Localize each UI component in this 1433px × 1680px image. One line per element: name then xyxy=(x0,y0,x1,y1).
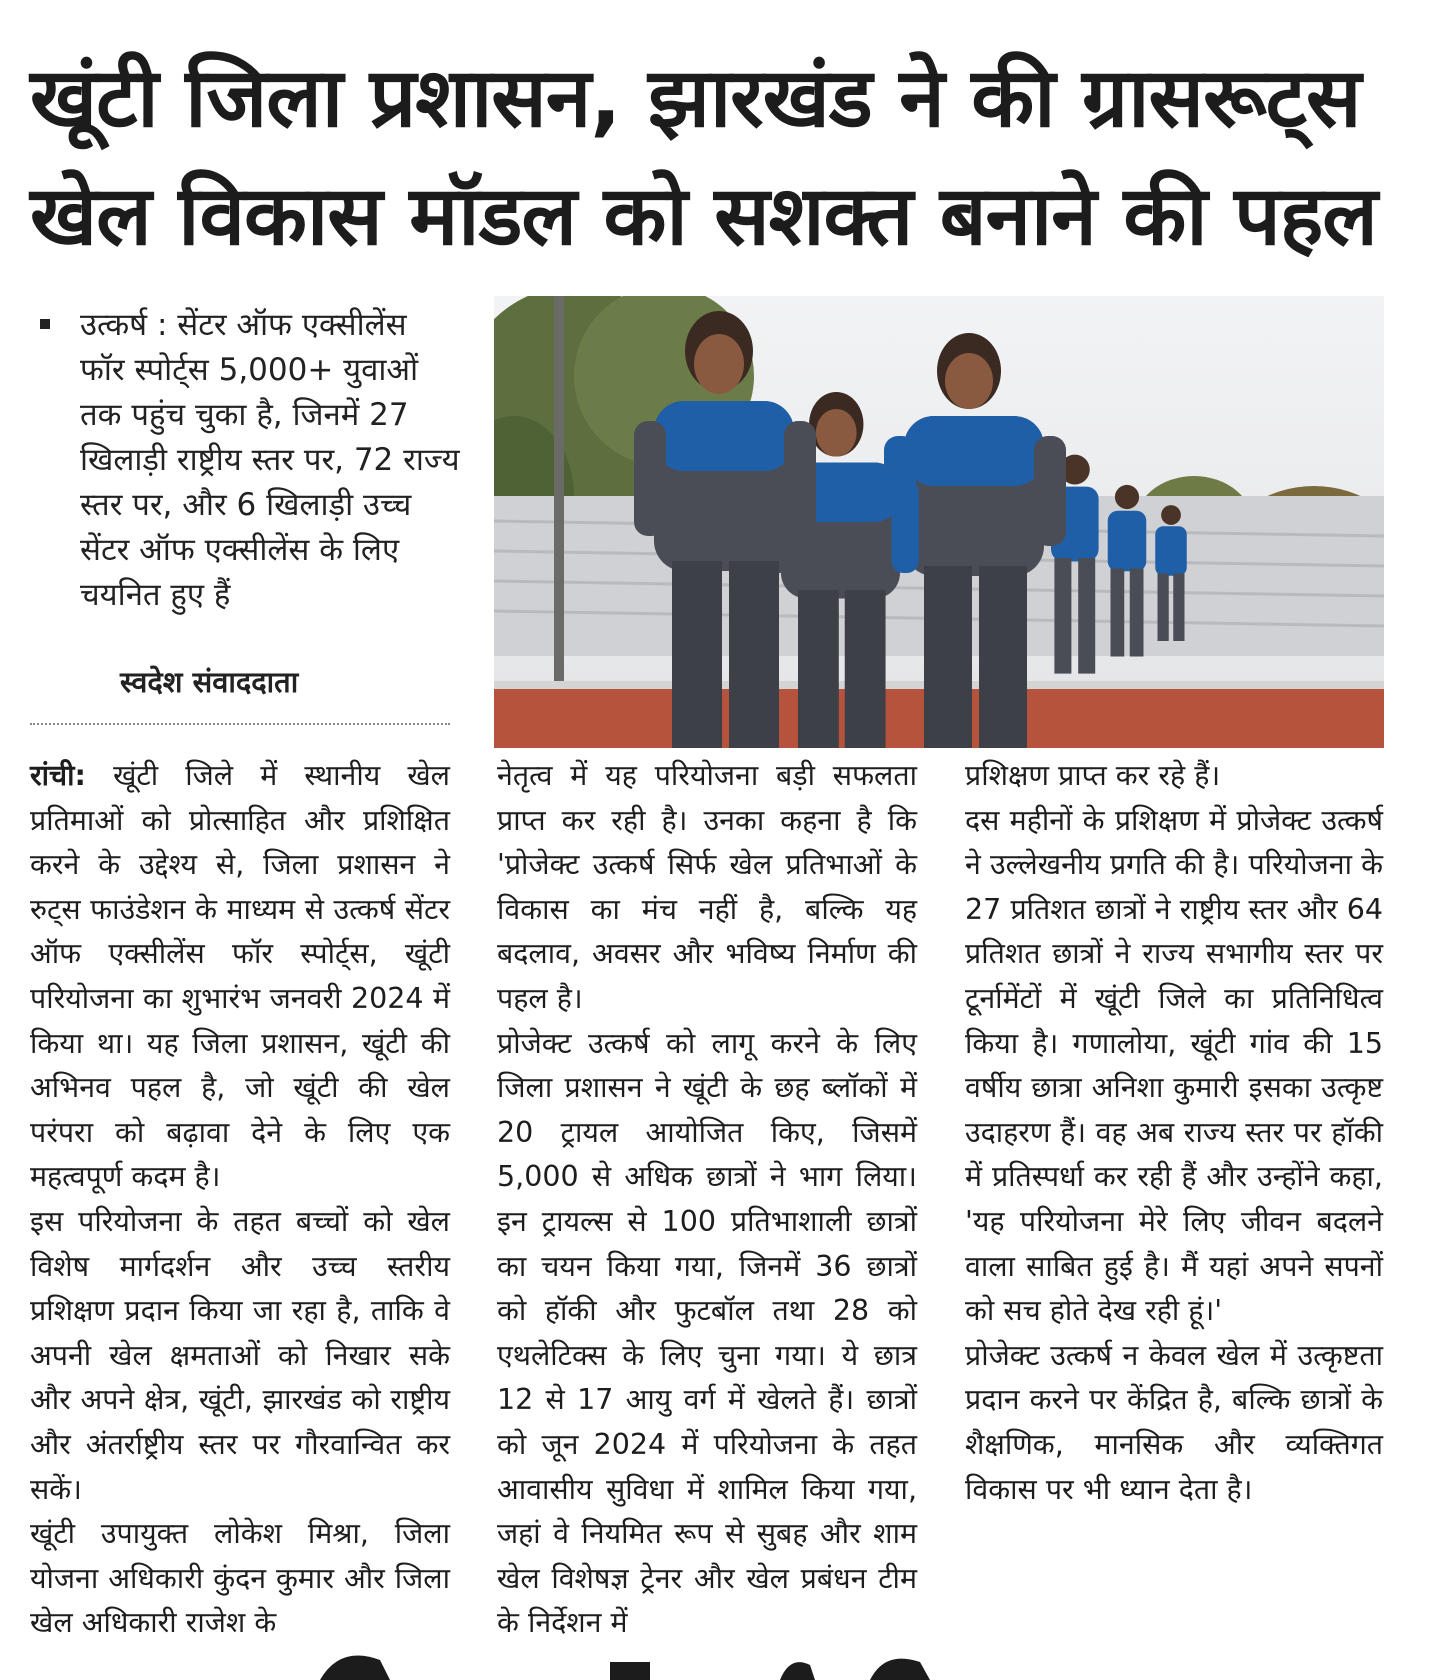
article-paragraph: खूंटी उपायुक्त लोकेश मिश्रा, जिला योजना अधिकारी कुंदन कुमार और जिला खेल अधिकारी राजेश के xyxy=(30,1517,450,1640)
article-column-1 xyxy=(30,754,450,1646)
headline xyxy=(30,40,1403,276)
article-paragraph: प्रशिक्षण प्राप्त कर रहे हैं। xyxy=(965,759,1221,792)
article-paragraph: नेतृत्व में यह परियोजना बड़ी सफलता प्राप्त कर रही है। उनका कहना है कि 'प्रोजेक्ट उत्कर्ष सिर्फ खेल प्रतिभाओं के विकास का मंच नहीं है, बल्कि यह बदलाव, अवसर और भविष्य निर्माण की पहल है। xyxy=(497,759,917,1015)
photo-runners-icon xyxy=(494,296,1384,748)
headline-line-1: खूंटी जिला प्रशासन, झारखंड ने की ग्रासरूट्स xyxy=(30,51,1361,146)
divider xyxy=(30,723,450,725)
summary-text: उत्कर्ष : सेंटर ऑफ एक्सीलेंस फॉर स्पोर्ट्स 5,000+ युवाओं तक पहुंच चुका है, जिनमें 27 खिलाड़ी राष्ट्रीय स्तर पर, 72 राज्य स्तर पर, और 6 खिलाड़ी उच्च सेंटर ऑफ एक्सीलेंस के लिए चयनित हुए हैं xyxy=(80,307,460,613)
article-paragraph: इस परियोजना के तहत बच्चों को खेल विशेष मार्गदर्शन और उच्च स्तरीय प्रशिक्षण प्रदान किया जा रहा है, ताकि वे अपनी खेल क्षमताओं को निखार सके और अपने क्षेत्र, खूंटी, झारखंड को राष्ट्रीय और अंतर्राष्ट्रीय स्तर पर गौरवान्वित कर सकें। xyxy=(30,1204,450,1506)
article-paragraph: दस महीनों के प्रशिक्षण में प्रोजेक्ट उत्कर्ष ने उल्लेखनीय प्रगति की है। परियोजना के 27 प्रतिशत छात्रों ने राष्ट्रीय स्तर और 64 प्रतिशत छात्रों ने राज्य सभागीय स्तर पर टूर्नामेंटों में खूंटी जिले का प्रतिनिधित्व किया है। गणालोया, खूंटी गांव की 15 वर्षीय छात्रा अनिशा कुमारी इसका उत्कृष्ट उदाहरण हैं। वह अब राज्य स्तर पर हॉकी में प्रतिस्पर्धा कर रही हैं और उन्होंने कहा, 'यह परियोजना मेरे लिए जीवन बदलने वाला साबित हुई है। मैं यहां अपने सपनों को सच होते देख रही हूं।' xyxy=(965,803,1383,1328)
article-paragraph xyxy=(30,754,450,1200)
bullet-icon xyxy=(40,319,50,329)
article-paragraph: प्रोजेक्ट उत्कर्ष को लागू करने के लिए जिला प्रशासन ने खूंटी के छह ब्लॉकों में 20 ट्रायल आयोजित किए, जिसमें 5,000 से अधिक छात्रों ने भाग लिया। इन ट्रायल्स से 100 प्रतिभाशाली छात्रों का चयन किया गया, जिनमें 36 छात्रों को हॉकी और फुटबॉल तथा 28 को एथलेटिक्स के लिए चुना गया। ये छात्र 12 से 17 आयु वर्ग में खेलते हैं। छात्रों को जून 2024 में परियोजना के तहत आवासीय सुविधा में शामिल किया गया, जहां वे नियमित रूप से सुबह और शाम खेल विशेषज्ञ ट्रेनर और खेल प्रबंधन टीम के निर्देशन में xyxy=(497,1026,917,1640)
next-headline-cutoff xyxy=(310,1640,1090,1680)
article-paragraph: प्रोजेक्ट उत्कर्ष न केवल खेल में उत्कृष्टता प्रदान करने पर केंद्रित है, बल्कि छात्रों के शैक्षणिक, मानसिक और व्यक्तिगत विकास पर भी ध्यान देता है। xyxy=(965,1338,1383,1506)
headline-line-2: खेल विकास मॉडल को सशक्त बनाने की पहल xyxy=(30,169,1377,264)
summary-highlight xyxy=(40,303,460,618)
dateline: रांची: xyxy=(30,759,86,792)
article-column-3 xyxy=(965,754,1383,1512)
byline: स्वदेश संवाददाता xyxy=(120,665,299,699)
article-text: खूंटी जिले में स्थानीय खेल प्रतिमाओं को प्रोत्साहित और प्रशिक्षित करने के उद्देश्य से, जिला प्रशासन ने रुट्स फाउंडेशन के माध्यम से उत्कर्ष सेंटर ऑफ एक्सीलेंस फॉर स्पोर्ट्स, खूंटी परियोजना का शुभारंभ जनवरी 2024 में किया था। यह जिला प्रशासन, खूंटी की अभिनव पहल है, जो खूंटी की खेल परंपरा को बढ़ावा देने के लिए एक महत्वपूर्ण कदम है। xyxy=(30,759,451,1194)
cutoff-glyphs xyxy=(310,1640,1090,1680)
news-photo xyxy=(494,296,1384,748)
article-column-2 xyxy=(497,754,917,1646)
